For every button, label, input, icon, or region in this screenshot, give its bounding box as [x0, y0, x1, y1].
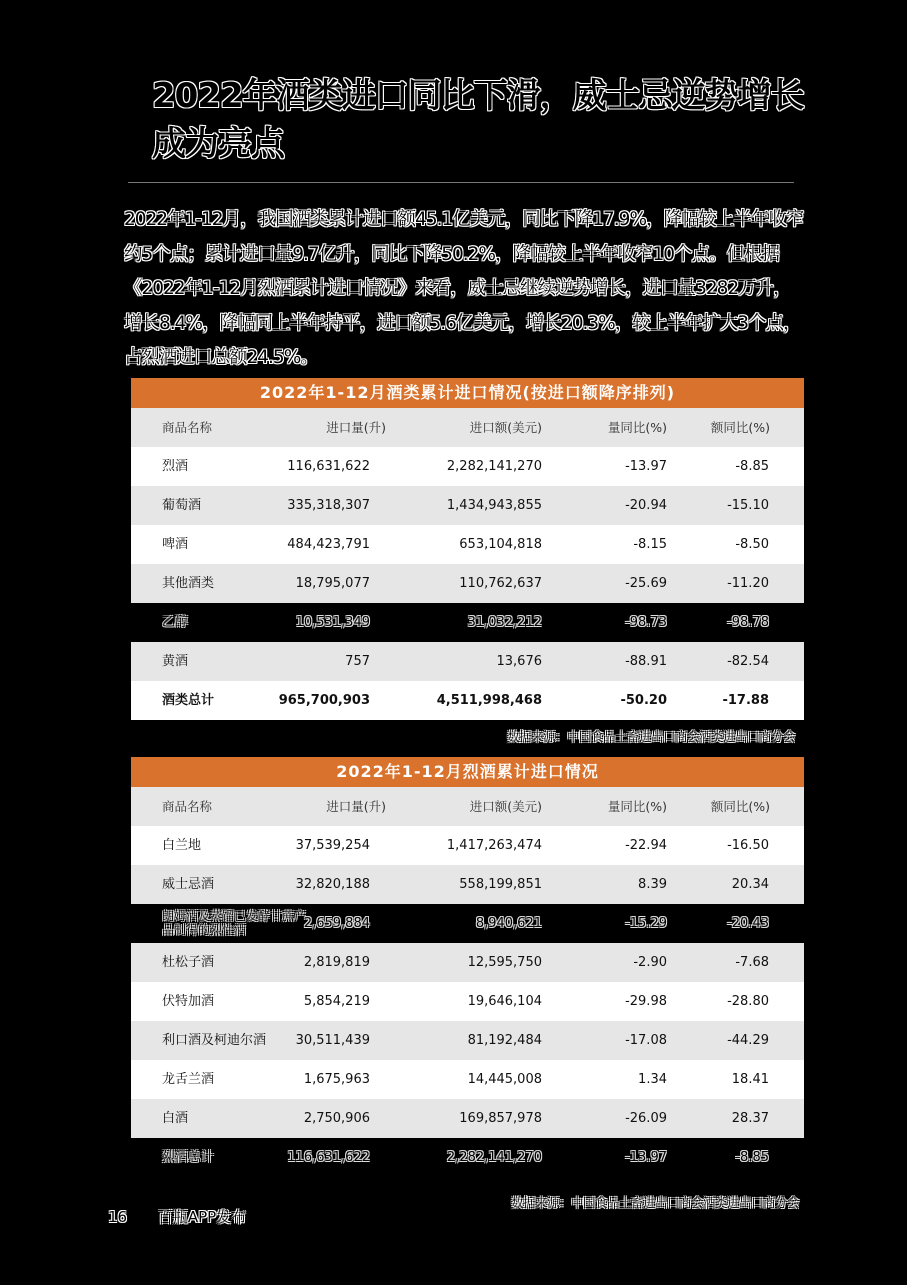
cell-ap: -20.43 [727, 916, 769, 931]
table-row [131, 1138, 804, 1177]
table-row [131, 447, 804, 486]
cell-amt: 169,857,978 [459, 1111, 542, 1126]
cell-qp: -98.73 [625, 615, 667, 630]
cell-qp: -29.98 [625, 994, 667, 1009]
cell-name: 乙醇 [162, 615, 189, 630]
cell-qp: 1.34 [638, 1072, 667, 1087]
cell-ap: 28.37 [731, 1111, 769, 1126]
table-row [131, 642, 804, 681]
cell-qty: 30,511,439 [295, 1033, 370, 1048]
cell-qp: 8.39 [638, 877, 667, 892]
cell-name: 葡萄酒 [162, 498, 202, 513]
table-row [131, 1099, 804, 1138]
cell-ap: -82.54 [727, 654, 769, 669]
cell-ap: -17.88 [722, 693, 769, 708]
cell-amt: 653,104,818 [459, 537, 542, 552]
cell-qty: 32,820,188 [295, 877, 370, 892]
cell-qty: 37,539,254 [295, 838, 370, 853]
cell-name: 朗姆酒及蒸馏已发酵甘蔗产品制得的烈性酒 [162, 909, 307, 937]
cell-qty: 2,659,884 [303, 916, 370, 931]
table-row [131, 1060, 804, 1099]
cell-name: 黄酒 [162, 654, 189, 669]
cell-qty: 18,795,077 [295, 576, 370, 591]
cell-qp: -13.97 [625, 1150, 667, 1165]
cell-ap: -15.10 [727, 498, 769, 513]
cell-amt: 110,762,637 [459, 576, 542, 591]
cell-qp: -17.08 [625, 1033, 667, 1048]
cell-name: 伏特加酒 [162, 994, 215, 1009]
table-row [131, 826, 804, 865]
cell-name: 烈酒总计 [162, 1150, 215, 1165]
table2-source: 数据来源：中国食品土畜进出口商会酒类进出口商分会 [510, 1195, 799, 1210]
table-alcohol-imports [131, 378, 804, 720]
cell-ap: -8.85 [735, 1150, 769, 1165]
cell-ap: -44.29 [727, 1033, 769, 1048]
cell-qty: 965,700,903 [278, 693, 370, 708]
col-qty-pct: 量同比(%) [607, 799, 667, 814]
cell-qp: -2.90 [633, 955, 667, 970]
table-row [131, 865, 804, 904]
col-amt-pct: 额同比(%) [710, 799, 770, 814]
cell-qp: -8.15 [633, 537, 667, 552]
cell-qty: 1,675,963 [303, 1072, 370, 1087]
col-qty: 进口量(升) [326, 420, 386, 435]
cell-name: 酒类总计 [162, 693, 215, 708]
table-row [131, 1021, 804, 1060]
cell-amt: 12,595,750 [467, 955, 542, 970]
cell-qp: -50.20 [620, 693, 667, 708]
cell-ap: -8.85 [735, 459, 769, 474]
table-row [131, 603, 804, 642]
page-title: 2022年酒类进口同比下滑，威士忌逆势增长成为亮点 [152, 76, 804, 164]
cell-ap: -28.80 [727, 994, 769, 1009]
cell-amt: 8,940,621 [475, 916, 542, 931]
cell-amt: 13,676 [496, 654, 542, 669]
cell-qty: 484,423,791 [287, 537, 370, 552]
col-name: 商品名称 [162, 799, 213, 814]
cell-qty: 5,854,219 [303, 994, 370, 1009]
table-row [131, 982, 804, 1021]
col-name: 商品名称 [162, 420, 213, 435]
cell-name: 利口酒及柯迪尔酒 [162, 1033, 267, 1048]
cell-qp: -15.29 [625, 916, 667, 931]
table-row [131, 904, 804, 943]
table-header-row [131, 408, 804, 447]
table-title: 2022年1-12月烈酒累计进口情况 [131, 757, 804, 787]
table1-source: 数据来源：中国食品土畜进出口商会酒类进出口商分会 [506, 729, 795, 744]
cell-name: 杜松子酒 [162, 955, 215, 970]
cell-qty: 2,750,906 [303, 1111, 370, 1126]
cell-qty: 757 [345, 654, 370, 669]
cell-amt: 558,199,851 [459, 877, 542, 892]
table-header-row [131, 787, 804, 826]
table-row [131, 943, 804, 982]
cell-amt: 14,445,008 [467, 1072, 542, 1087]
page-footer [108, 1206, 272, 1227]
cell-qp: -26.09 [625, 1111, 667, 1126]
cell-amt: 2,282,141,270 [446, 1150, 542, 1165]
table-row [131, 486, 804, 525]
cell-amt: 1,434,943,855 [446, 498, 542, 513]
cell-amt: 81,192,484 [467, 1033, 542, 1048]
cell-ap: -98.78 [727, 615, 769, 630]
cell-ap: -7.68 [735, 955, 769, 970]
title-divider [128, 182, 794, 183]
cell-ap: 18.41 [731, 1072, 769, 1087]
cell-amt: 31,032,212 [467, 615, 542, 630]
cell-qp: -20.94 [625, 498, 667, 513]
col-amt: 进口额(美元) [469, 799, 542, 814]
publisher: 百瓶APP发布 [157, 1208, 247, 1226]
table-row [131, 564, 804, 603]
cell-qp: -13.97 [625, 459, 667, 474]
cell-qp: -22.94 [625, 838, 667, 853]
cell-qty: 2,819,819 [303, 955, 370, 970]
cell-qty: 335,318,307 [287, 498, 370, 513]
table-row [131, 681, 804, 720]
cell-name: 白兰地 [162, 838, 202, 853]
cell-name: 龙舌兰酒 [162, 1072, 215, 1087]
col-amt: 进口额(美元) [469, 420, 542, 435]
cell-amt: 19,646,104 [467, 994, 542, 1009]
col-amt-pct: 额同比(%) [710, 420, 770, 435]
cell-qty: 116,631,622 [287, 1150, 370, 1165]
cell-ap: -11.20 [727, 576, 769, 591]
page-number: 16 [108, 1208, 128, 1226]
cell-ap: 20.34 [731, 877, 769, 892]
cell-amt: 1,417,263,474 [446, 838, 542, 853]
cell-ap: -8.50 [735, 537, 769, 552]
intro-paragraph: 2022年1-12月，我国酒类累计进口额45.1亿美元，同比下降17.9%，降幅较上半年收窄约5个点；累计进口量9.7亿升，同比下降50.2%，降幅较上半年收窄10个点。但根据《2022年1-12月烈酒累计进口情况》来看，威士忌继续逆势增长，进口量3282万升，增长8.4%，降幅同上半年持平，进口额5.6亿美元，增长20.3%，较上半年扩大3个点，占烈酒进口总额24.5%。 [124, 209, 804, 368]
cell-amt: 4,511,998,468 [436, 693, 542, 708]
cell-name: 其他酒类 [162, 576, 215, 591]
cell-qty: 116,631,622 [287, 459, 370, 474]
table-title: 2022年1-12月酒类累计进口情况(按进口额降序排列) [131, 378, 804, 408]
cell-name: 烈酒 [162, 459, 189, 474]
cell-name: 啤酒 [162, 537, 189, 552]
cell-ap: -16.50 [727, 838, 769, 853]
table-spirits-imports [131, 757, 804, 1177]
table-row [131, 525, 804, 564]
cell-qty: 10,531,349 [295, 615, 370, 630]
col-qty-pct: 量同比(%) [607, 420, 667, 435]
cell-name: 白酒 [162, 1111, 189, 1126]
col-qty: 进口量(升) [326, 799, 386, 814]
cell-qp: -25.69 [625, 576, 667, 591]
cell-amt: 2,282,141,270 [446, 459, 542, 474]
cell-name: 威士忌酒 [162, 877, 215, 892]
cell-qp: -88.91 [625, 654, 667, 669]
